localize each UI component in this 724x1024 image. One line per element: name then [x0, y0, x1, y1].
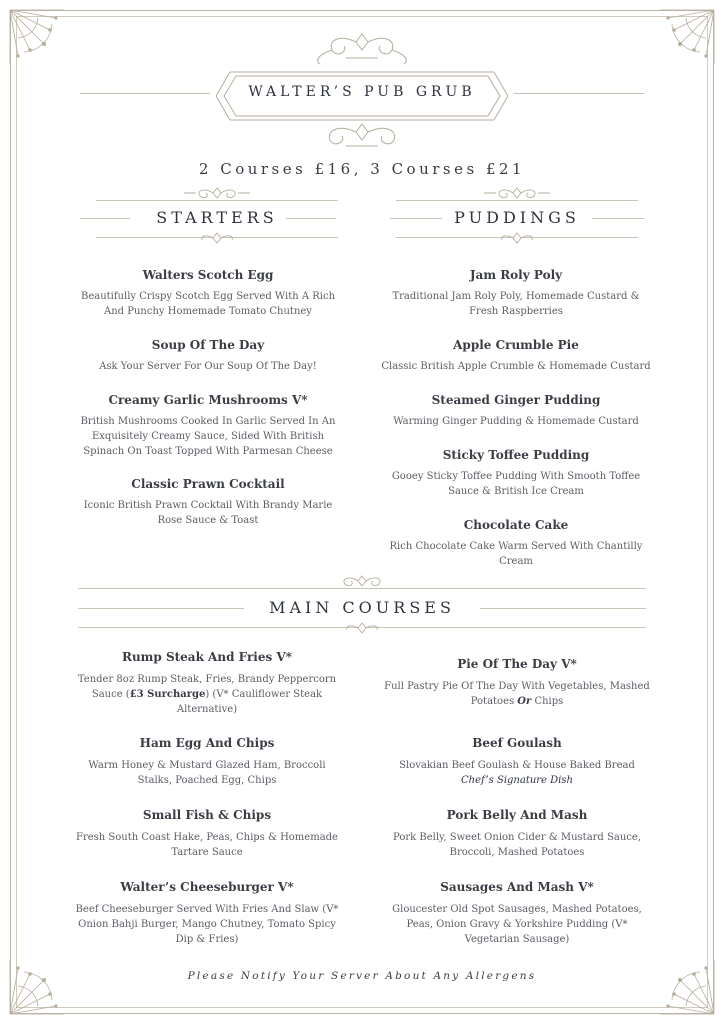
title-rule-left	[80, 93, 210, 94]
main-item-name: Walter’s Cheeseburger V*	[120, 880, 294, 894]
title-rule-right	[514, 93, 644, 94]
section-flourish-icon	[324, 622, 400, 634]
pudding-item-name: Apple Crumble Pie	[453, 338, 579, 352]
corner-ornament-icon	[650, 950, 720, 1020]
pudding-item-name: Steamed Ginger Pudding	[431, 393, 601, 407]
main-item-name: Rump Steak And Fries V*	[121, 650, 293, 664]
pudding-item-desc: Gooey Sticky Toffee Pudding With Smooth Toffee Sauce & British Ice Cream	[391, 471, 641, 497]
corner-ornament-icon	[4, 4, 74, 74]
puddings-heading: PUDDINGS	[454, 208, 580, 227]
starter-item-name: Walters Scotch Egg	[142, 268, 274, 282]
starter-item-desc: Beautifully Crispy Scotch Egg Served With A Rich And Punchy Homemade Tomato Chutney	[80, 291, 336, 317]
signature-dish-note: Chef’s Signature Dish	[461, 775, 573, 786]
main-item-desc: Fresh South Coast Hake, Peas, Chips & Homemade Tartare Sauce	[76, 832, 338, 858]
main-item-name: Ham Egg And Chips	[139, 736, 275, 750]
pudding-item-desc: Traditional Jam Roly Poly, Homemade Custard & Fresh Raspberries	[392, 291, 640, 317]
main-item-name: Beef Goulash	[472, 736, 562, 750]
starter-item-name: Creamy Garlic Mushrooms V*	[108, 393, 308, 407]
main-item-desc-text: Chips	[531, 696, 564, 707]
puddings-top-rule	[396, 200, 638, 201]
main-item-desc-text: Tender 8oz Rump Steak, Fries, Brandy Peppercorn Sauce (	[77, 674, 337, 700]
main-item-name: Sausages And Mash V*	[440, 880, 594, 894]
corner-ornament-icon	[650, 4, 720, 74]
main-item-desc: Beef Cheeseburger Served With Fries And Slaw (V* Onion Bahji Burger, Mango Chutney, Tomato Spicy Dip & Fries)	[75, 904, 339, 945]
main-item-name: Pie Of The Day V*	[457, 657, 577, 671]
starters-heading: STARTERS	[156, 208, 278, 227]
mains-top-rule	[78, 588, 646, 589]
pudding-item-name: Jam Roly Poly	[469, 268, 563, 282]
course-pricing: 2 Courses £16, 3 Courses £21	[198, 160, 526, 178]
or-emphasis-text: Or	[517, 696, 532, 707]
section-flourish-icon	[180, 232, 254, 244]
restaurant-title: WALTER’S PUB GRUB	[248, 84, 476, 100]
pudding-item-desc: Classic British Apple Crumble & Homemade Custard	[381, 361, 651, 372]
main-item-desc	[74, 672, 340, 717]
pudding-item-name: Sticky Toffee Pudding	[442, 448, 590, 462]
section-flourish-icon	[480, 232, 554, 244]
starter-item-desc: Iconic British Prawn Cocktail With Brandy Marie Rose Sauce & Toast	[83, 500, 333, 526]
pudding-item-name: Chocolate Cake	[463, 518, 569, 532]
mains-heading: MAIN COURSES	[269, 598, 455, 617]
pudding-item-desc: Warming Ginger Pudding & Homemade Custard	[393, 416, 639, 427]
main-item-desc: Slovakian Beef Goulash & House Baked Bread	[399, 760, 635, 771]
pudding-item-desc: Rich Chocolate Cake Warm Served With Chantilly Cream	[389, 541, 643, 567]
starters-top-rule	[96, 200, 338, 201]
starter-item-desc: British Mushrooms Cooked In Garlic Served In An Exquisitely Creamy Sauce, Sided With British Spinach On Toast Topped With Parmesan Cheese	[80, 416, 336, 457]
main-item-desc: Pork Belly, Sweet Onion Cider & Mustard Sauce, Broccoli, Mashed Potatoes	[393, 832, 641, 858]
starter-item-name: Classic Prawn Cocktail	[131, 477, 285, 491]
main-item-desc: Gloucester Old Spot Sausages, Mashed Potatoes, Peas, Onion Gravy & Yorkshire Pudding (V* Vegetarian Sausage)	[392, 904, 642, 945]
allergen-notice: Please Notify Your Server About Any Allergens	[187, 970, 537, 982]
main-item-desc	[380, 679, 654, 709]
main-item-name: Pork Belly And Mash	[446, 808, 588, 822]
main-item-desc: Warm Honey & Mustard Glazed Ham, Broccoli Stalks, Poached Egg, Chips	[88, 760, 326, 786]
main-item-desc-text: Full Pastry Pie Of The Day With Vegetables, Mashed Potatoes	[384, 681, 650, 707]
main-item-desc-text: ) (V* Cauliflower Steak Alternative)	[176, 689, 323, 715]
surcharge-text: £3 Surcharge	[129, 689, 206, 700]
starter-item-name: Soup Of The Day	[151, 338, 265, 352]
main-item-name: Small Fish & Chips	[142, 808, 272, 822]
starter-item-desc: Ask Your Server For Our Soup Of The Day!	[99, 361, 317, 372]
corner-ornament-icon	[4, 950, 74, 1020]
